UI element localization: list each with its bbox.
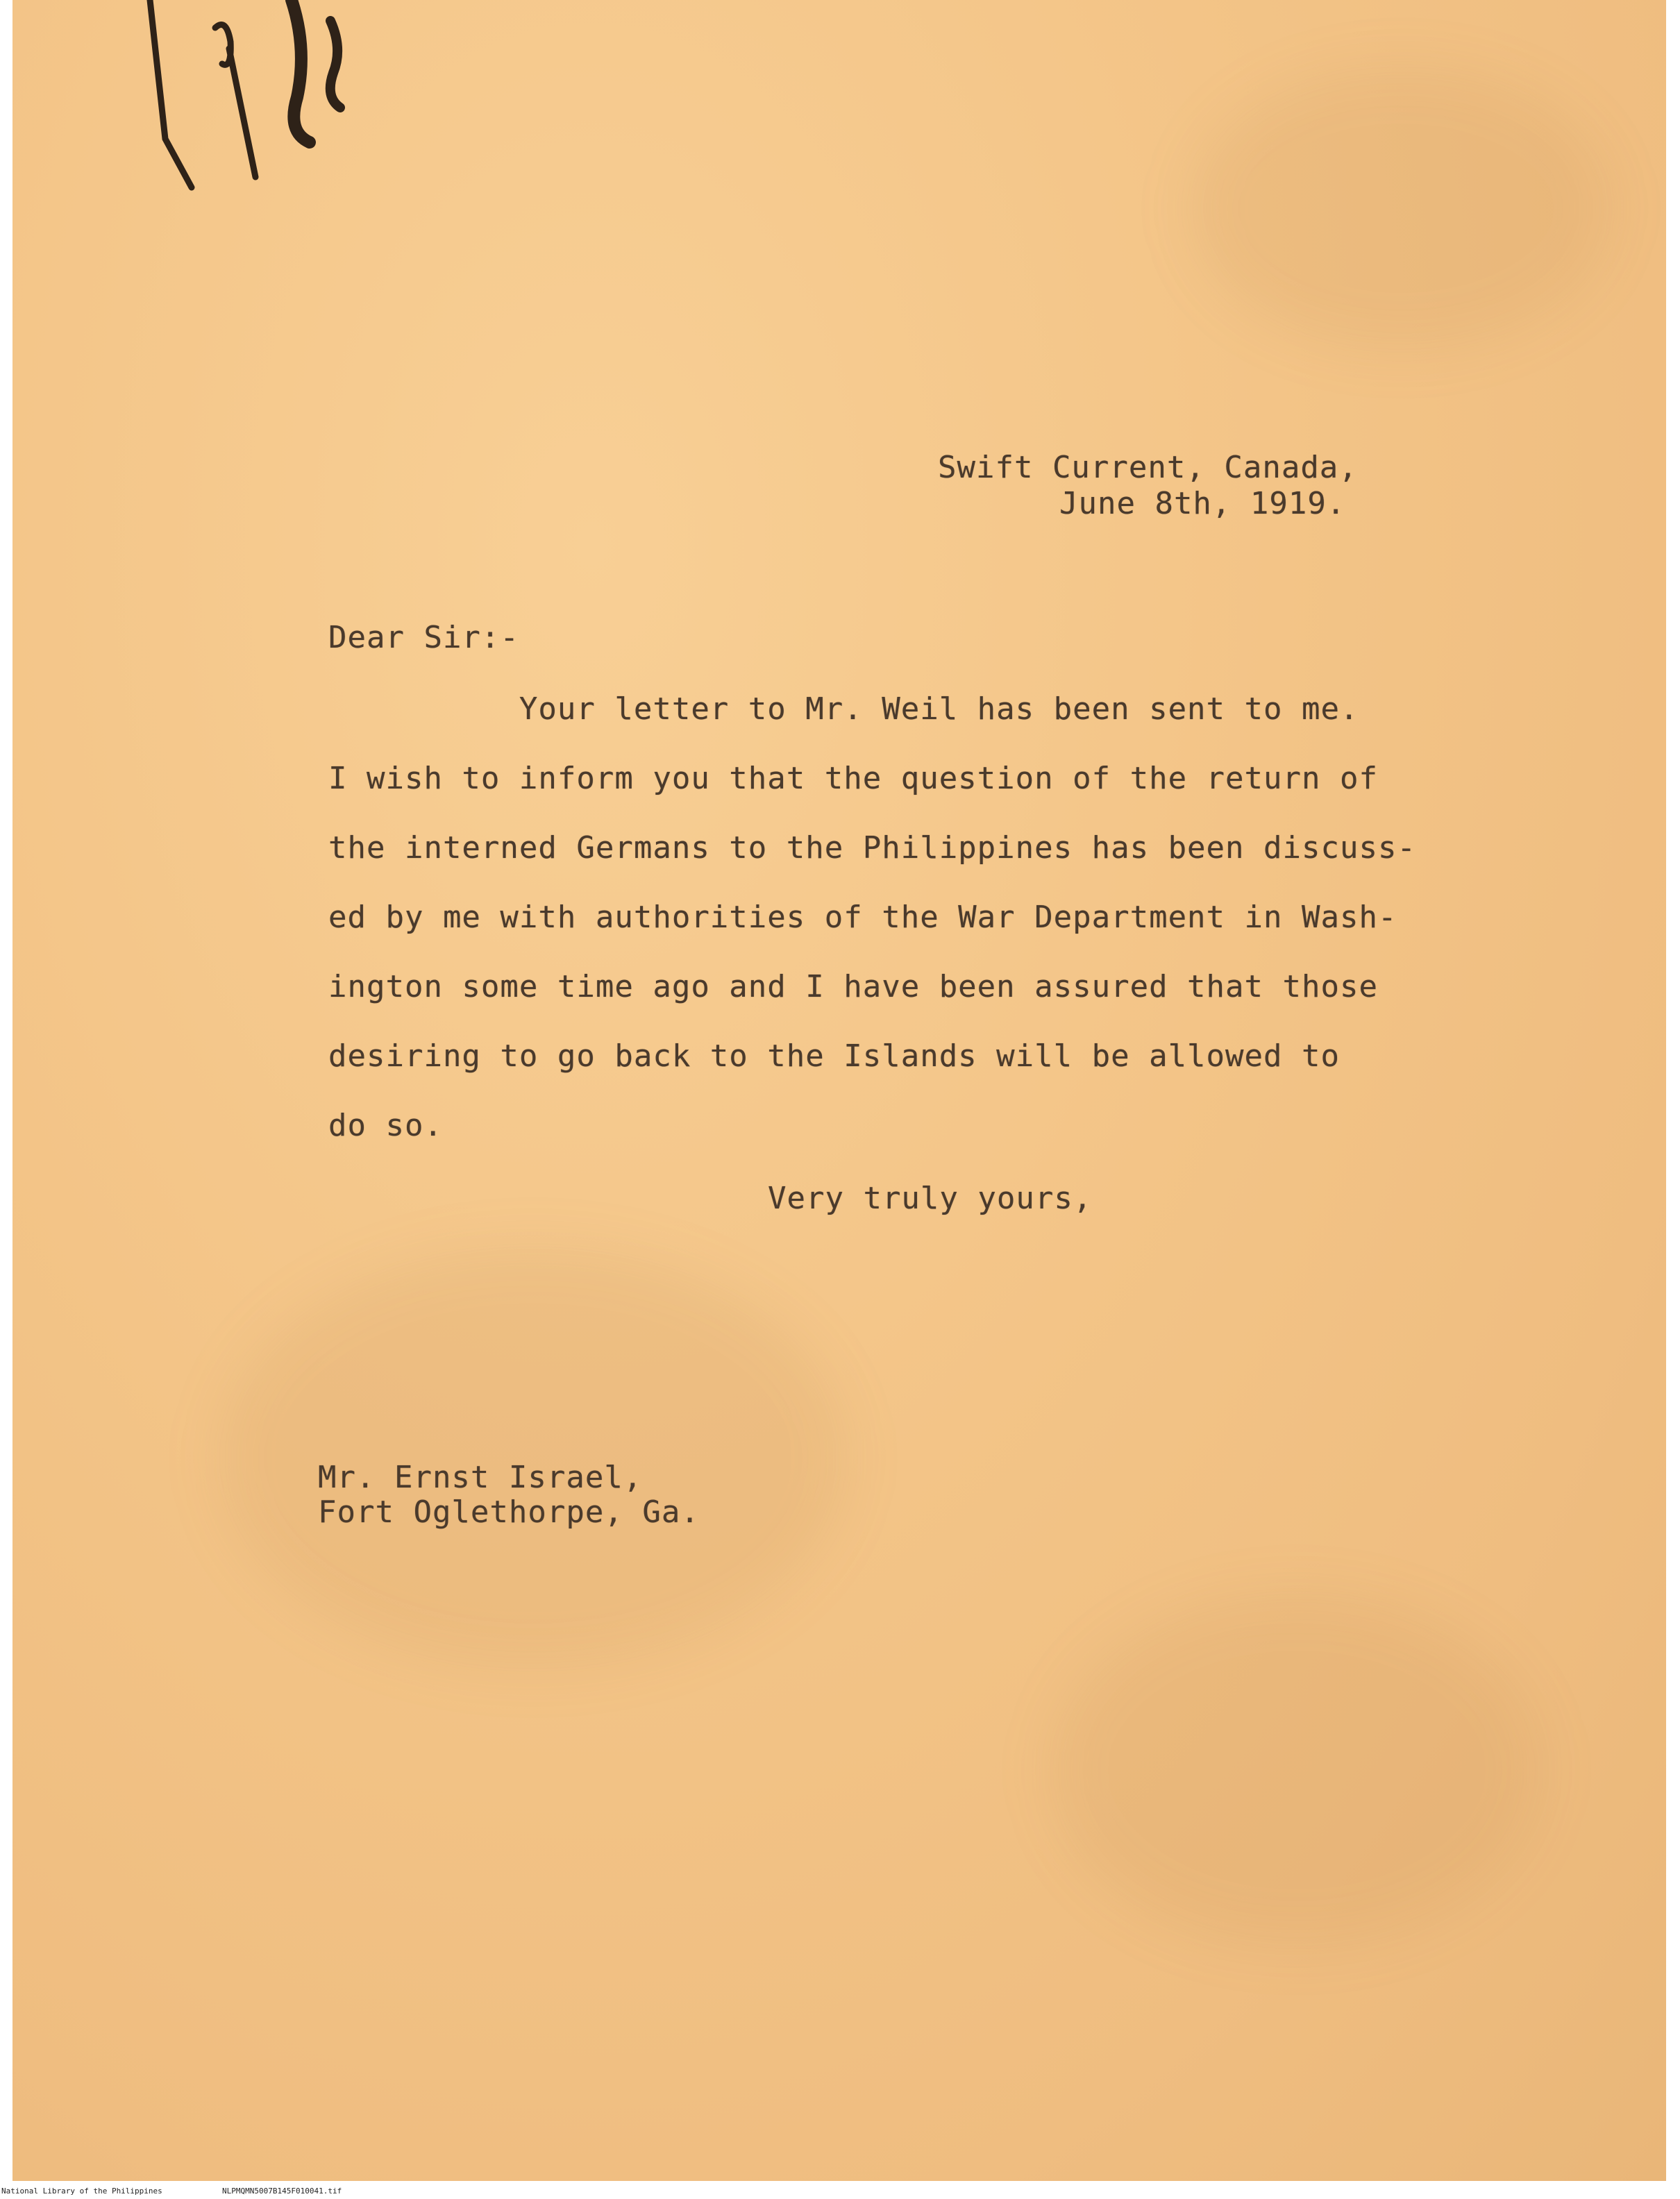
closing: Very truly yours, xyxy=(768,1181,1093,1216)
footer-source: National Library of the Philippines xyxy=(1,2187,162,2196)
letter-place: Swift Current, Canada, xyxy=(938,450,1358,485)
paper-stain xyxy=(1193,69,1609,347)
body-line: I wish to inform you that the question of the return of xyxy=(328,761,1378,796)
body-line: Your letter to Mr. Weil has been sent to me. xyxy=(328,691,1359,727)
body-line: do so. xyxy=(328,1108,443,1143)
body-line: the interned Germans to the Philippines has been discuss- xyxy=(328,830,1416,866)
footer-filename: NLPMQMN5007B145F010041.tif xyxy=(222,2187,342,2196)
handwritten-stroke xyxy=(150,0,192,187)
body-line: desiring to go back to the Islands will be allowed to xyxy=(328,1038,1340,1074)
handwritten-stroke xyxy=(292,0,310,142)
addressee-address: Fort Oglethorpe, Ga. xyxy=(318,1494,700,1530)
letter-body xyxy=(328,691,1416,1180)
body-line: ington some time ago and I have been assured that those xyxy=(328,969,1378,1004)
handwritten-stroke xyxy=(330,21,340,108)
handwritten-mark xyxy=(137,0,387,208)
body-line: ed by me with authorities of the War Department in Wash- xyxy=(328,900,1397,935)
paper-stain xyxy=(1054,1596,1540,1944)
salutation: Dear Sir:- xyxy=(328,620,519,655)
letter-date: June 8th, 1919. xyxy=(1059,486,1346,521)
paper-stain xyxy=(221,1249,846,1666)
addressee-name: Mr. Ernst Israel, xyxy=(318,1460,643,1495)
letter-page xyxy=(12,0,1666,2181)
handwritten-stroke xyxy=(215,25,255,178)
